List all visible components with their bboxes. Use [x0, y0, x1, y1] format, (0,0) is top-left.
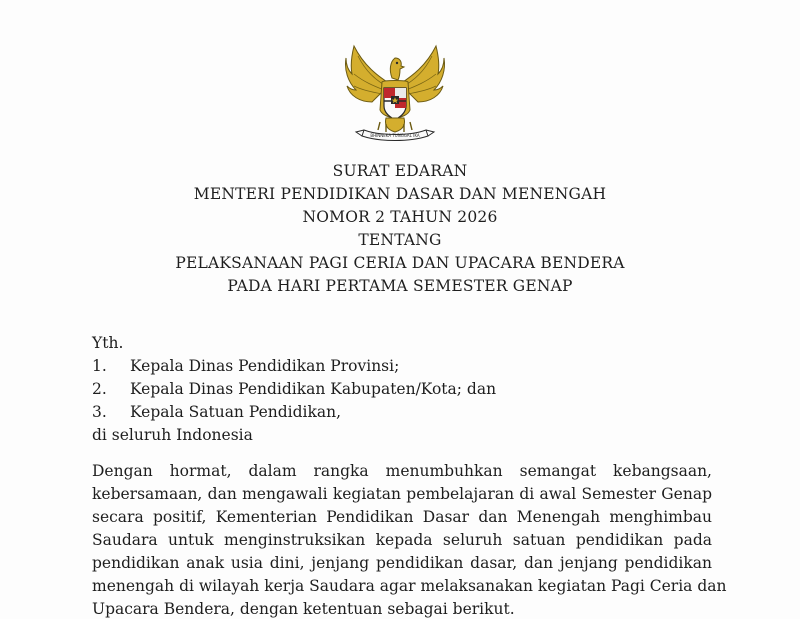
- header-title: SURAT EDARAN: [332, 162, 468, 180]
- header-about: TENTANG: [358, 231, 442, 249]
- body-line: pendidikan anak usia dini, jenjang pendidikan dasar, dan jenjang pendidikan: [92, 554, 712, 572]
- body-line: Dengan hormat, dalam rangka menumbuhkan semangat kebangsaan,: [92, 462, 712, 480]
- svg-text:BHINNEKA TUNGGAL IKA: BHINNEKA TUNGGAL IKA: [370, 133, 420, 138]
- body-line: Saudara untuk menginstruksikan kepada seluruh satuan pendidikan pada: [92, 531, 712, 549]
- recipient-number: 1.: [92, 357, 107, 375]
- recipient-text: Kepala Dinas Pendidikan Provinsi;: [130, 357, 400, 375]
- header-issuer: MENTERI PENDIDIKAN DASAR DAN MENENGAH: [193, 185, 607, 203]
- recipient-item: [92, 355, 496, 378]
- body-line: Upacara Bendera, dengan ketentuan sebagai berikut.: [92, 600, 515, 618]
- body-line: secara positif, Kementerian Pendidikan Dasar dan Menengah menghimbau: [92, 508, 712, 526]
- letter-header: [0, 160, 800, 298]
- body-line: kebersamaan, dan mengawali kegiatan pembelajaran di awal Semester Genap: [92, 485, 712, 503]
- recipient-item: [92, 401, 496, 424]
- body-paragraph: [92, 460, 727, 621]
- recipient-number: 2.: [92, 380, 107, 398]
- body-line: menengah di wilayah kerja Saudara agar melaksanakan kegiatan Pagi Ceria dan: [92, 577, 727, 595]
- header-subject-line-1: PELAKSANAAN PAGI CERIA DAN UPACARA BENDERA: [175, 254, 625, 272]
- recipient-text: Kepala Satuan Pendidikan,: [130, 403, 342, 421]
- header-number: NOMOR 2 TAHUN 2026: [302, 208, 498, 226]
- address-block: [92, 332, 496, 447]
- garuda-pancasila-emblem-icon: [340, 36, 450, 144]
- recipient-text: Kepala Dinas Pendidikan Kabupaten/Kota; dan: [130, 380, 497, 398]
- recipient-location: di seluruh Indonesia: [92, 426, 253, 444]
- recipient-item: [92, 378, 496, 401]
- header-subject-line-2: PADA HARI PERTAMA SEMESTER GENAP: [227, 277, 573, 295]
- recipient-number: 3.: [92, 403, 107, 421]
- salutation: Yth.: [92, 334, 124, 352]
